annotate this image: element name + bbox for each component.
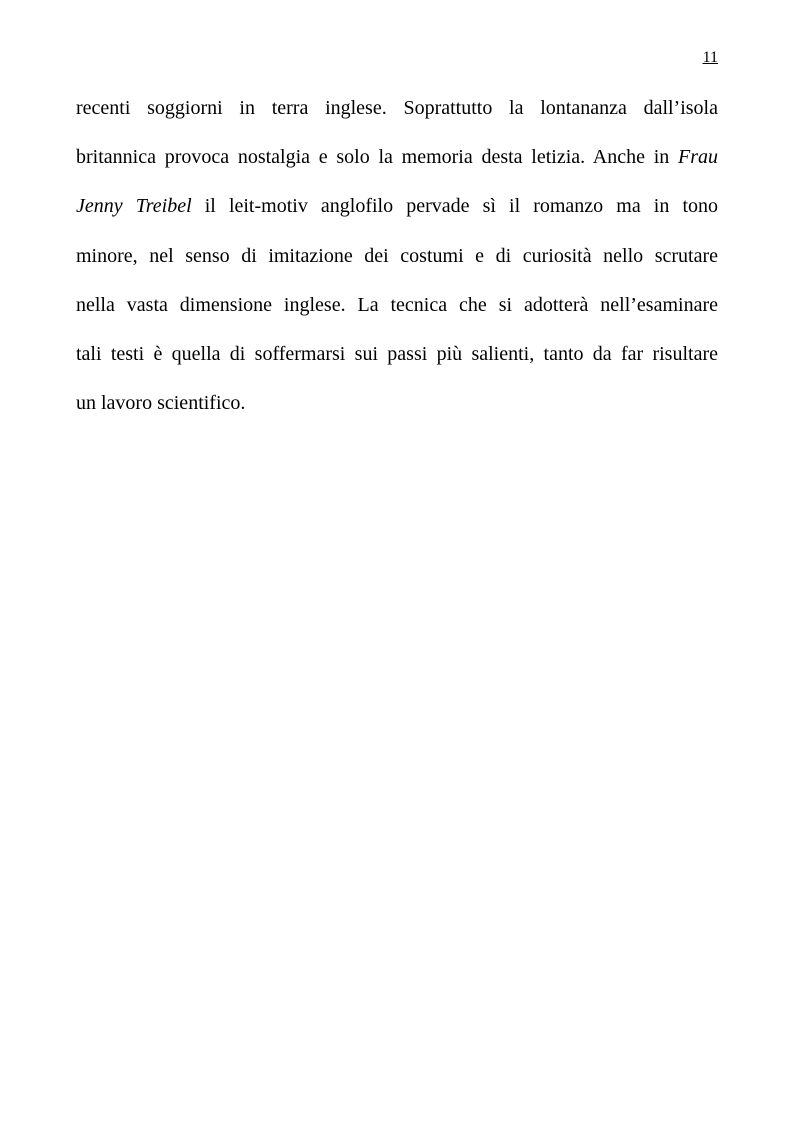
page-number: 11 (702, 49, 718, 66)
text-line-2-content: britannica provoca nostalgia e solo la memoria desta letizia. Anche in (76, 146, 670, 169)
text-line-7-content: un lavoro scientifico. (76, 392, 246, 415)
text-line-1 (76, 84, 718, 133)
book-title-frau: Frau (678, 146, 718, 169)
text-line-6 (76, 330, 718, 379)
text-line-5 (76, 281, 718, 330)
text-line-4 (76, 232, 718, 281)
text-line-1-content: recenti soggiorni in terra inglese. Soprattutto la lontananza dall’isola (76, 97, 718, 119)
text-line-6-content: tali testi è quella di soffermarsi sui passi più salienti, tanto da far risultare (76, 342, 718, 365)
text-line-5-content: nella vasta dimensione inglese. La tecnica che si adotterà nell’esaminare (76, 293, 718, 316)
text-line-7 (76, 379, 718, 428)
text-line-2 (76, 133, 718, 182)
text-line-4-content: minore, nel senso di imitazione dei costumi e di curiosità nello scrutare (76, 244, 718, 267)
book-title-jenny-treibel: Jenny Treibel (76, 195, 192, 218)
body-paragraph (76, 84, 718, 428)
text-line-3 (76, 182, 718, 231)
text-line-3-content: il leit-motiv anglofilo pervade sì il romanzo ma in tono (191, 195, 718, 218)
